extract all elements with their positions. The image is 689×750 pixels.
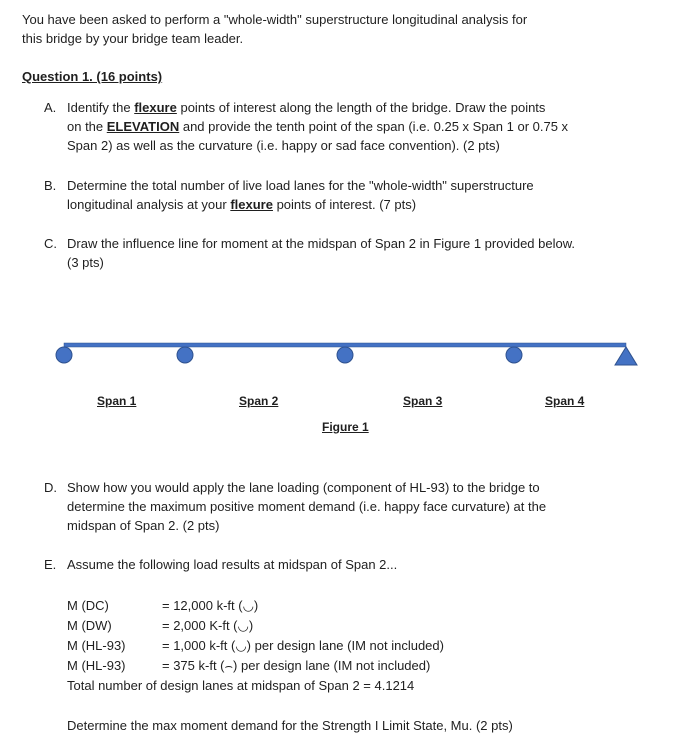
item-d-marker: D. <box>44 480 57 495</box>
flexure-emphasis: flexure <box>134 100 177 115</box>
item-d-line-2: determine the maximum positive moment demand (i.e. happy face curvature) at the <box>67 499 547 514</box>
span-label-4: Span 4 <box>545 394 585 408</box>
item-e-final-question: Determine the max moment demand for the Strength I Limit State, Mu. (2 pts) <box>67 718 513 733</box>
support-triangle-end <box>615 347 637 365</box>
load-name: M (HL-93) <box>67 658 126 673</box>
item-c-line-1: Draw the influence line for moment at the midspan of Span 2 in Figure 1 provided below. <box>67 236 576 251</box>
question-heading: Question 1. (16 points) <box>22 69 163 84</box>
item-e-line-1: Assume the following load results at midspan of Span 2... <box>67 557 398 572</box>
support-pin-1 <box>56 347 72 363</box>
span-label-1: Span 1 <box>97 394 137 408</box>
item-d-line-3: midspan of Span 2. (2 pts) <box>67 518 220 533</box>
load-value: = 12,000 k-ft (◡) <box>162 598 259 613</box>
intro-line-2: this bridge by your bridge team leader. <box>22 31 244 46</box>
figure-caption: Figure 1 <box>322 420 369 434</box>
item-d-line-1: Show how you would apply the lane loading (component of HL-93) to the bridge to <box>67 480 540 495</box>
item-b-line-2: longitudinal analysis at your flexure points of interest. (7 pts) <box>67 197 417 212</box>
item-b-line-1: Determine the total number of live load lanes for the "whole-width" superstructure <box>67 178 534 193</box>
item-a-line-1: Identify the flexure points of interest along the length of the bridge. Draw the points <box>67 100 546 115</box>
item-a-marker: A. <box>44 100 57 115</box>
load-value: = 375 k-ft (⌢) per design lane (IM not included) <box>162 658 431 673</box>
item-a-line-3: Span 2) as well as the curvature (i.e. happy or sad face convention). (2 pts) <box>67 138 500 153</box>
span-label-3: Span 3 <box>403 394 443 408</box>
support-pin-3 <box>337 347 353 363</box>
item-a-line-2: on the ELEVATION and provide the tenth point of the span (i.e. 0.25 x Span 1 or 0.75 x <box>67 119 569 134</box>
span-label-2: Span 2 <box>239 394 279 408</box>
total-design-lanes: Total number of design lanes at midspan of Span 2 = 4.1214 <box>67 678 415 693</box>
item-e-marker: E. <box>44 557 57 572</box>
load-value: = 2,000 K-ft (◡) <box>162 618 254 633</box>
item-c-marker: C. <box>44 236 57 251</box>
item-b-marker: B. <box>44 178 57 193</box>
flexure-emphasis: flexure <box>230 197 273 212</box>
load-name: M (DC) <box>67 598 109 613</box>
elevation-emphasis: ELEVATION <box>106 119 180 134</box>
bridge-beam <box>64 343 626 347</box>
intro-line-1: You have been asked to perform a "whole-width" superstructure longitudinal analysis for <box>22 12 528 27</box>
load-value: = 1,000 k-ft (◡) per design lane (IM not included) <box>162 638 444 653</box>
load-name: M (DW) <box>67 618 112 633</box>
support-pin-2 <box>177 347 193 363</box>
item-c-line-2: (3 pts) <box>67 255 104 270</box>
load-name: M (HL-93) <box>67 638 126 653</box>
support-pin-4 <box>506 347 522 363</box>
